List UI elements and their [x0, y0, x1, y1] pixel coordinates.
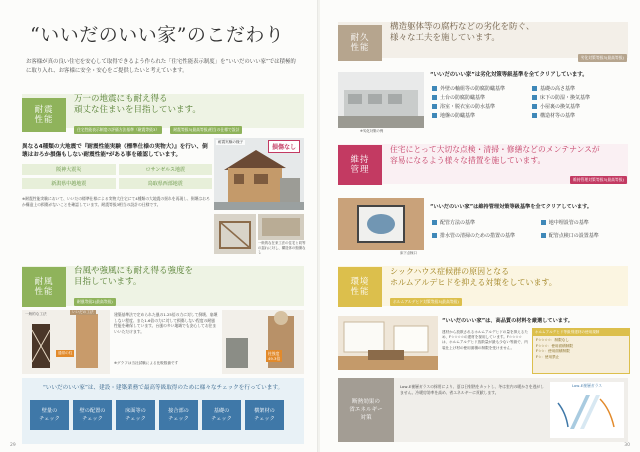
- check-banner: [22, 378, 304, 444]
- seismic-photo-2: [214, 214, 256, 254]
- quake-item: 新潟県中越地震: [22, 178, 116, 189]
- wind-label-a: 一般的な工法: [25, 312, 47, 316]
- check-item-foundation: 基礎の チェック: [202, 400, 241, 430]
- durability-item-label: 構造材等の基準: [540, 113, 576, 119]
- durability-item-label: 地盤の防蟻基準: [440, 113, 476, 119]
- environment-lead: “いいだのいい家”は、高品質の材料を厳選しています。: [442, 318, 573, 324]
- wind-text: 建築基準法で定められた風の1.25倍の力に対して倒壊、崩壊しない程度、また1.6倍の力に対して損傷しない程度の耐風性能を確保しています。台風の多い地域でも安心してお住まいいただけます。: [114, 312, 218, 334]
- wind-figure-note: ※グラフは当社試験による比較数値です: [114, 361, 179, 365]
- wind-figure: [22, 310, 110, 374]
- environment-photo: [338, 316, 438, 370]
- durability-badge: 耐久 性能: [338, 25, 382, 61]
- intro-text: お客様が真の良い住宅を安心して取得できるよう作られた「住宅性能表示制度」を“いいだのいい家”では積極的に取り入れ、お客様に安全・安心をご提供したいと考えています。: [26, 59, 296, 74]
- durability-item-label: 土台の防腐防蟻基準: [440, 95, 486, 101]
- energy-text: Low-E複層ガラスの採用により、夏は日射熱をカットし、冬は室内の暖かさを逃がしません。冷暖房効率を高め、省エネルギーに貢献します。: [400, 384, 544, 395]
- formaldehyde-box: [532, 328, 630, 374]
- durability-item: [532, 93, 628, 102]
- durability-item: [432, 84, 528, 93]
- formaldehyde-item: F☆☆：使用面積制限: [536, 349, 570, 354]
- right-page: [320, 0, 640, 452]
- check-box-icon: [432, 95, 437, 100]
- maintenance-item-label: 排水管の清掃のための措置の基準: [440, 233, 516, 239]
- seismic-tag-2: 耐震等級3(最高等級)相当の仕様で設計: [170, 126, 242, 134]
- maintenance-item: [432, 231, 537, 240]
- durability-item-label: 外壁の軸組等の防腐防蟻基準: [440, 86, 506, 92]
- check-box-icon: [541, 233, 546, 238]
- environment-headline: シックハウス症候群の原因となる ホルムアルデヒドを抑える対策をしています。: [390, 267, 557, 287]
- foundation-illustration: [338, 72, 424, 128]
- quake-list: [22, 164, 212, 189]
- environment-badge: 環境 性能: [338, 267, 382, 307]
- page-number-right: 30: [624, 443, 630, 448]
- check-item-beams: 横架材の チェック: [245, 400, 284, 430]
- check-item-wall-layout: 壁の配置の チェック: [73, 400, 112, 430]
- wall-illustration: [258, 214, 304, 240]
- durability-item-label: 基礎の高さ基準: [540, 86, 576, 92]
- durability-list: [432, 84, 628, 120]
- durability-item: [532, 111, 628, 120]
- durability-item: [532, 102, 628, 111]
- environment-tag: ホルムアルデヒド対策等級3(最高等級): [390, 298, 462, 306]
- maintenance-lead: “いいだのいい家”は維持管理対策等級基準を全てクリアしています。: [430, 204, 593, 210]
- check-banner-title: “いいだのいい家”は、建設・建築業務で最高等級取得のために様々なチェックを行っています。: [42, 385, 284, 391]
- quake-item: ロサンゼルス地震: [119, 164, 213, 175]
- formaldehyde-items: [533, 336, 629, 362]
- check-box-icon: [432, 86, 437, 91]
- check-box-icon: [541, 220, 546, 225]
- check-items: [30, 400, 284, 430]
- maintenance-headline: 住宅にとって大切な点検・清掃・修繕などのメンテナンスが 容易になるよう様々な措置を施しています。: [390, 145, 600, 165]
- check-box-icon: [532, 95, 537, 100]
- check-box-icon: [532, 86, 537, 91]
- durability-lead: “いいだのいい家”は劣化対策等級基準を全てクリアしています。: [430, 72, 588, 78]
- glass-diagram-icon: [550, 389, 624, 435]
- lowe-glass-title: Low-E複層ガラス: [571, 383, 603, 388]
- check-item-joints: 接合部の チェック: [159, 400, 198, 430]
- maintenance-photo: [338, 198, 424, 250]
- wind-sign-a: 通常の柱: [58, 351, 73, 355]
- durability-item: [432, 93, 528, 102]
- maintenance-item: [541, 218, 628, 227]
- column-illustration: [22, 310, 110, 374]
- formaldehyde-item: F☆：使用禁止: [536, 354, 560, 359]
- check-box-icon: [532, 104, 537, 109]
- seismic-photo-label: 耐震実験の様子: [218, 140, 244, 144]
- durability-item-label: 浴室・脱衣室の防水基準: [440, 104, 496, 110]
- wind-badge: 耐風 性能: [22, 267, 66, 307]
- durability-item: [532, 84, 628, 93]
- strength-illustration: [222, 310, 304, 374]
- environment-text: 建材から放散されるホルムアルデヒドの量を抑えるため、F☆☆☆☆の建材を採用しています。F☆☆☆☆は、ホルムアルデヒド放散量が最も少ない等級で、内装仕上げ材の使用面積の制限を受けません。: [442, 330, 528, 350]
- durability-caption: ※劣化対策の例: [360, 129, 384, 133]
- page-title: “いいだのいい家”のこだわり: [30, 24, 285, 46]
- seismic-photo-3: [258, 214, 304, 240]
- maintenance-item-label: 地中埋設管の基準: [548, 220, 589, 226]
- maintenance-header: [338, 144, 630, 185]
- check-box-icon: [432, 233, 437, 238]
- maintenance-caption: 床下点検口: [400, 251, 417, 255]
- formaldehyde-item: F☆☆☆☆：制限なし: [536, 338, 569, 342]
- durability-header: [338, 22, 630, 63]
- maintenance-item-label: 配管点検口の設置基準: [548, 233, 599, 239]
- seismic-header: [22, 94, 245, 135]
- seismic-statement: 異なる4種類の大地震で『耐震性能実験（標準仕様の実物大）』を行い、倒壊はおろか損傷もしない耐震性能*がある事を確認しています。: [22, 144, 208, 158]
- seismic-note: ※耐震性能実験において、いいだの標準仕様による実物大住宅にて4種類の大地震の揺れを再現し、倒壊はおろか構造上の損傷がないことを確認しています。耐震等級3相当の設計の仕様です。: [22, 196, 210, 207]
- lowe-glass-figure: [550, 382, 624, 438]
- wind-tag: 耐風等級2(最高等級): [74, 298, 116, 306]
- living-room-illustration: [338, 316, 438, 370]
- check-box-icon: [432, 220, 437, 225]
- wind-header: [22, 266, 193, 307]
- seismic-badge: 耐震 性能: [22, 98, 66, 132]
- maintenance-item: [432, 218, 537, 227]
- environment-header: [338, 266, 557, 307]
- floor-hatch-illustration: [338, 198, 424, 250]
- seismic-headline: 万一の地震にも耐え得る 頑丈な住まいを目指しています。: [74, 94, 201, 115]
- check-item-floor: 床面等の チェック: [116, 400, 155, 430]
- seismic-tag-1: 住宅性能表示制度の評価方法基準（耐震等級3）: [74, 126, 162, 134]
- check-box-icon: [532, 113, 537, 118]
- maintenance-tag: 維持管理対策等級3(最高等級): [570, 176, 627, 184]
- check-item-wall-amount: 壁量の チェック: [30, 400, 69, 430]
- maintenance-item: [541, 231, 628, 240]
- quake-item: 鳥取県西部地震: [119, 178, 213, 189]
- durability-headline: 構造躯体等の腐朽などの劣化を防ぐ、 様々な工夫を施しています。: [390, 22, 535, 43]
- maintenance-item-label: 配管方法の基準: [440, 220, 476, 226]
- formaldehyde-box-title: ホルムアルデヒド等級別建材の使用規制: [533, 329, 629, 336]
- check-box-icon: [432, 104, 437, 109]
- wind-sign-b: 柱強度 49.3倍: [268, 351, 281, 361]
- durability-item: [432, 102, 528, 111]
- energy-label: 断熱効果の 省エネルギー 対策: [338, 378, 394, 442]
- durability-tag: 劣化対策等級3(最高等級): [578, 54, 627, 62]
- maintenance-list: [432, 218, 628, 240]
- check-box-icon: [432, 113, 437, 118]
- maintenance-badge: 維持 管理: [338, 145, 382, 185]
- wind-figure-2: [222, 310, 304, 374]
- left-page: [0, 0, 318, 452]
- frame-illustration: [214, 214, 256, 254]
- durability-item-label: 床下の防湿・換気基準: [540, 95, 591, 101]
- no-damage-badge: 損傷なし: [268, 140, 300, 153]
- wind-label-b: いいだの工法: [72, 310, 94, 314]
- page-number-left: 29: [10, 443, 16, 448]
- seismic-photo-caption: 一般的な在来工法の住宅と同等の揺れに対し、構造体の損傷なし: [258, 241, 306, 255]
- wind-headline: 台風や強風にも耐え得る強度を 目指しています。: [74, 266, 194, 287]
- formaldehyde-item: F☆☆☆：使用面積制限: [536, 343, 573, 348]
- durability-item: [432, 111, 528, 120]
- durability-photo: [338, 72, 424, 128]
- durability-item-label: 小屋裏の換気基準: [540, 104, 581, 110]
- quake-item: 阪神大震災: [22, 164, 116, 175]
